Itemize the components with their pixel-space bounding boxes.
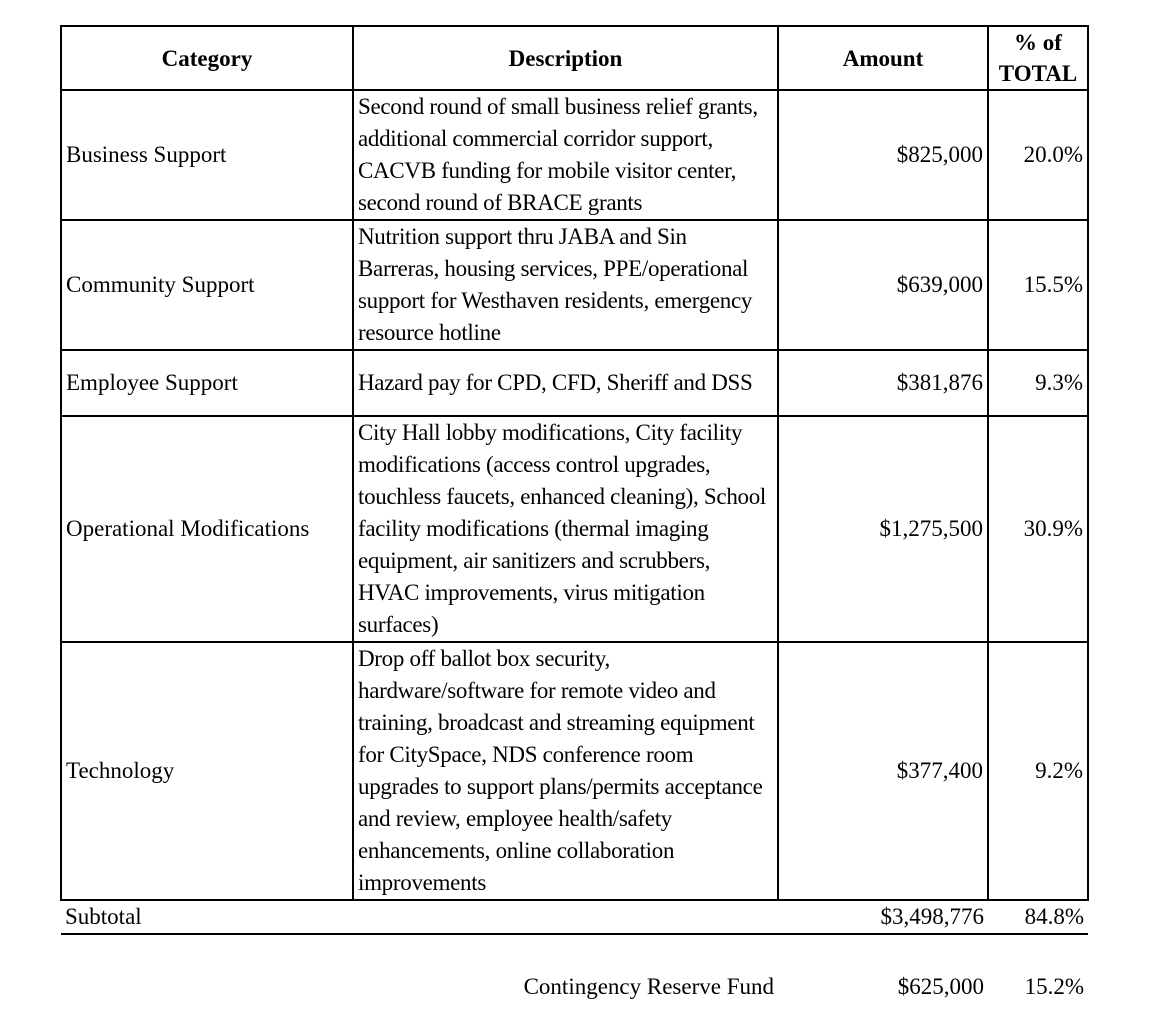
percent-cell: 30.9% <box>988 416 1088 642</box>
amount-cell: $1,275,500 <box>778 416 988 642</box>
description-cell: City Hall lobby modifications, City facility modifications (access control upgrades, touchless faucets, enhanced cleaning), School facility modifications (thermal imaging equipment, air sanitizers and scrubbers, HVAC improvements, virus mitigation surfaces) <box>353 416 778 642</box>
contingency-label: Contingency Reserve Fund <box>523 974 774 999</box>
header-row <box>61 26 1088 90</box>
table-row <box>61 416 1088 642</box>
budget-table <box>60 25 1089 1003</box>
description-cell: Hazard pay for CPD, CFD, Sheriff and DSS <box>353 350 778 416</box>
table-row <box>61 220 1088 350</box>
subtotal-row <box>61 900 1088 934</box>
table-row <box>61 90 1088 220</box>
contingency-percent: 15.2% <box>1024 974 1084 999</box>
category-cell: Employee Support <box>61 350 353 416</box>
header-percent-line1: % of <box>1014 30 1062 55</box>
header-amount: Amount <box>778 26 988 90</box>
percent-cell: 20.0% <box>988 90 1088 220</box>
amount-cell: $825,000 <box>778 90 988 220</box>
percent-cell: 9.2% <box>988 642 1088 900</box>
category-cell: Operational Modifications <box>61 416 353 642</box>
amount-cell: $381,876 <box>778 350 988 416</box>
table-row <box>61 642 1088 900</box>
category-cell: Community Support <box>61 220 353 350</box>
subtotal-amount: $3,498,776 <box>778 900 988 934</box>
subtotal-percent: 84.8% <box>988 900 1088 934</box>
category-cell: Technology <box>61 642 353 900</box>
subtotal-empty-cell <box>353 900 778 934</box>
header-percent <box>988 26 1088 90</box>
description-cell: Drop off ballot box security, hardware/software for remote video and training, broadcast and streaming equipment for CitySpace, NDS conference room upgrades to support plans/permits acceptance and review, employee health/safety enhancements, online collaboration improvements <box>353 642 778 900</box>
spacer-row <box>61 934 1088 971</box>
header-category: Category <box>61 26 353 90</box>
description-cell: Nutrition support thru JABA and Sin Barreras, housing services, PPE/operational support for Westhaven residents, emergency resource hotline <box>353 220 778 350</box>
header-description: Description <box>353 26 778 90</box>
contingency-amount: $625,000 <box>897 974 984 999</box>
header-percent-line2: TOTAL <box>998 61 1078 86</box>
category-cell: Business Support <box>61 90 353 220</box>
table-row <box>61 350 1088 416</box>
subtotal-label: Subtotal <box>61 900 353 934</box>
percent-cell: 9.3% <box>988 350 1088 416</box>
percent-cell: 15.5% <box>988 220 1088 350</box>
amount-cell: $377,400 <box>778 642 988 900</box>
amount-cell: $639,000 <box>778 220 988 350</box>
spacer-cell <box>61 934 1088 971</box>
description-cell: Second round of small business relief grants, additional commercial corridor support, CACVB funding for mobile visitor center, second round of BRACE grants <box>353 90 778 220</box>
contingency-row <box>61 971 1088 1003</box>
